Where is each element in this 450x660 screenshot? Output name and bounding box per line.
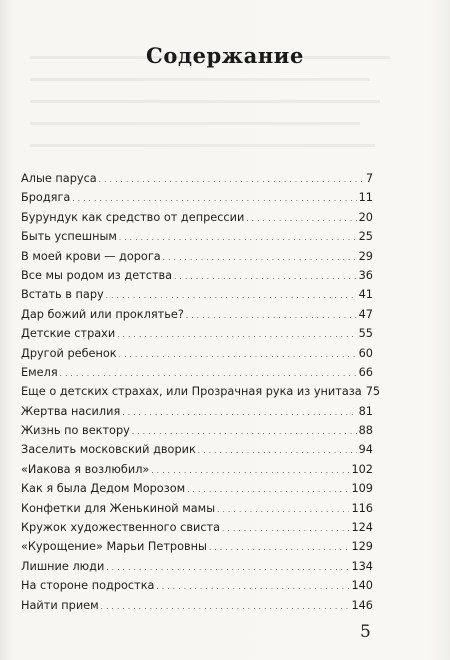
toc-entry-title: Встать в пару [21, 288, 104, 302]
toc-leader-dots [119, 230, 357, 243]
toc-entry-title: Еще о детских страхах, или Прозрачная рука из унитаза [21, 385, 362, 399]
toc-entry-title: Жизнь по вектору [21, 424, 130, 438]
toc-entry-title: Как я была Дедом Морозом [21, 482, 186, 496]
toc-leader-dots [246, 211, 356, 224]
toc-entry-page: 102 [351, 462, 373, 476]
toc-entry [21, 366, 373, 385]
toc-entry [21, 172, 373, 191]
toc-leader-dots [174, 269, 357, 282]
toc-entry-title: Быть успешным [21, 230, 117, 244]
table-of-contents [21, 172, 381, 618]
bleed-through-rule [30, 122, 360, 125]
toc-entry-page: 94 [358, 443, 373, 457]
toc-entry-page: 81 [358, 404, 373, 418]
toc-entry [21, 385, 381, 404]
page-number: 5 [360, 622, 371, 642]
toc-entry-page: 36 [358, 268, 373, 282]
toc-leader-dots [101, 599, 350, 612]
toc-entry-title: Дар божий или проклятье? [21, 307, 184, 321]
toc-entry-title: В моей крови — дорога [21, 249, 161, 263]
toc-entry-page: 124 [351, 521, 373, 535]
toc-entry-page: 88 [358, 424, 373, 438]
toc-entry-page: 129 [351, 540, 373, 554]
toc-entry-title: Бурундук как средство от депрессии [21, 210, 245, 224]
toc-leader-dots [217, 502, 349, 515]
toc-entry-page: 7 [365, 172, 373, 185]
toc-entry-title: Другой ребенок [21, 346, 117, 360]
toc-entry [21, 579, 373, 598]
toc-leader-dots [60, 366, 357, 379]
toc-leader-dots [156, 579, 349, 592]
toc-leader-dots [187, 482, 349, 495]
toc-entry [21, 405, 373, 424]
toc-entry-title: Бродяга [21, 191, 71, 205]
toc-entry [21, 230, 373, 249]
toc-entry [21, 443, 373, 462]
toc-leader-dots [122, 405, 356, 418]
toc-leader-dots [198, 443, 357, 456]
toc-leader-dots [209, 540, 349, 553]
toc-entry-title: Конфетки для Женькиной мамы [21, 501, 216, 515]
toc-entry-page: 75 [365, 385, 381, 399]
toc-entry [21, 599, 373, 618]
bleed-through-rule [30, 100, 380, 103]
toc-entry-title: На стороне подростка [21, 579, 155, 593]
toc-entry-title: Детские страхи [21, 327, 116, 341]
toc-entry [21, 560, 373, 579]
toc-entry-title: Все мы родом из детства [21, 268, 173, 282]
toc-entry-page: 20 [358, 210, 373, 224]
toc-leader-dots [186, 308, 357, 321]
toc-entry [21, 463, 373, 482]
toc-entry [21, 521, 373, 540]
bleed-through-rule [30, 144, 375, 147]
toc-entry-page: 11 [358, 191, 373, 205]
toc-entry [21, 288, 373, 307]
toc-entry [21, 482, 373, 501]
toc-entry-title: Заселить московский дворик [21, 443, 196, 457]
toc-entry-title: Кружок художественного свиста [21, 521, 221, 535]
toc-entry [21, 250, 373, 269]
toc-entry [21, 308, 373, 327]
toc-entry-page: 41 [358, 288, 373, 302]
toc-entry [21, 327, 373, 346]
toc-leader-dots [119, 347, 357, 360]
toc-entry-title: «Иакова я возлюбил» [21, 462, 150, 476]
bleed-through-rule [30, 78, 370, 81]
toc-leader-dots [151, 463, 349, 476]
toc-leader-dots [99, 172, 364, 185]
toc-entry-page: 109 [351, 482, 373, 496]
toc-entry-page: 116 [351, 501, 373, 515]
toc-leader-dots [132, 424, 357, 437]
toc-entry [21, 269, 373, 288]
toc-entry-page: 60 [358, 346, 373, 360]
toc-entry-title: Жертва насилия [21, 404, 121, 418]
toc-entry [21, 191, 373, 210]
toc-entry-page: 55 [358, 327, 373, 341]
toc-entry-title: Лишние люди [21, 559, 105, 573]
toc-entry-page: 66 [358, 365, 373, 379]
toc-entry-page: 140 [351, 579, 373, 593]
toc-entry [21, 540, 373, 559]
toc-entry [21, 424, 373, 443]
toc-leader-dots [72, 191, 356, 204]
toc-entry-title: Найти прием [21, 598, 99, 612]
toc-entry-page: 25 [358, 230, 373, 244]
toc-leader-dots [222, 521, 349, 534]
page-title: Содержание [146, 43, 304, 69]
toc-entry-page: 47 [358, 307, 373, 321]
toc-leader-dots [106, 560, 349, 573]
toc-entry [21, 502, 373, 521]
toc-entry-title: Емеля [21, 365, 58, 379]
toc-entry [21, 211, 373, 230]
toc-entry-page: 146 [351, 598, 373, 612]
toc-entry-page: 134 [351, 559, 373, 573]
toc-entry-title: «Курощение» Марьи Петровны [21, 540, 207, 554]
toc-entry-title: Алые паруса [21, 172, 97, 185]
toc-leader-dots [163, 250, 357, 263]
toc-leader-dots [117, 327, 356, 340]
toc-entry-page: 29 [358, 249, 373, 263]
toc-leader-dots [106, 288, 357, 301]
toc-entry [21, 347, 373, 366]
